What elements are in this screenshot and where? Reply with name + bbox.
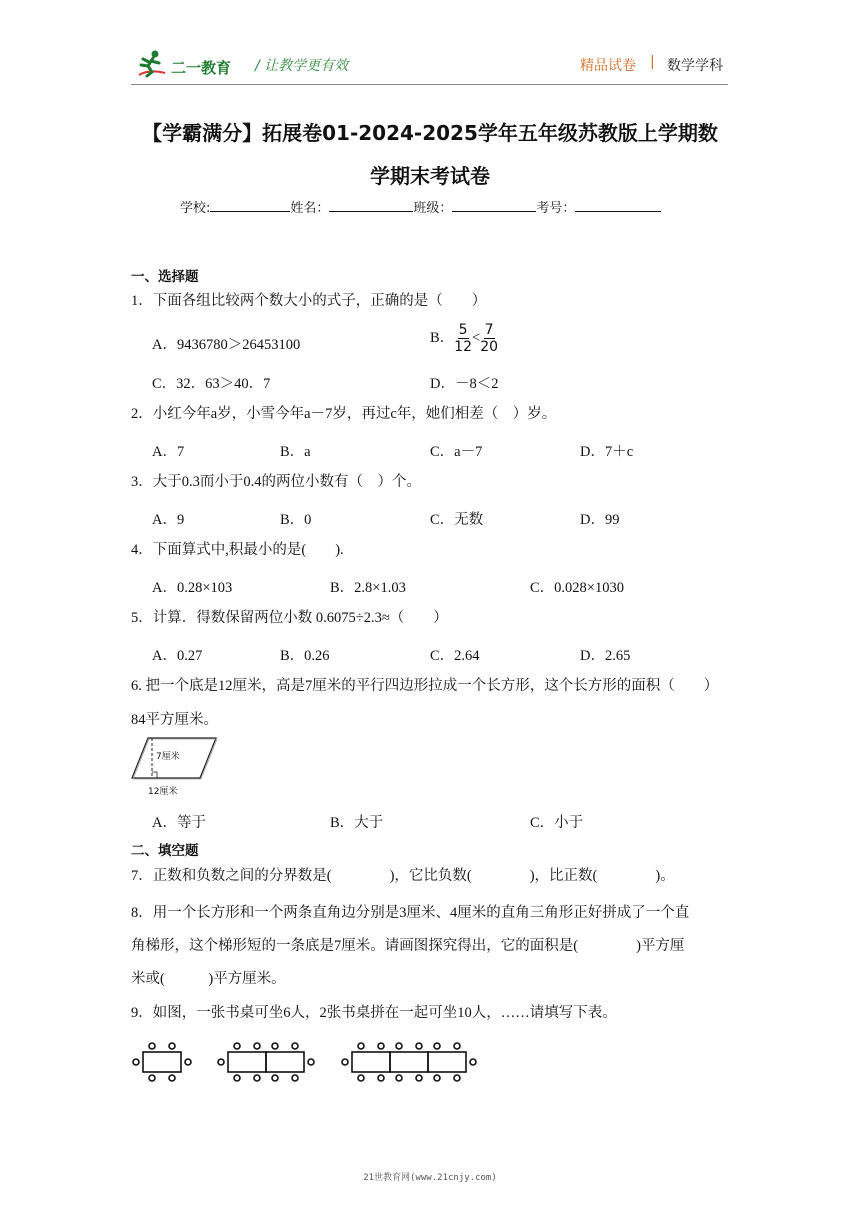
question-8: 8．用一个长方形和一个两条直角边分别是3厘米、4厘米的直角三角形正好拼成了一个直	[131, 905, 690, 921]
fraction	[454, 322, 472, 355]
class-label: 班级：	[413, 201, 453, 216]
school-label: 学校:	[180, 201, 211, 216]
figure-height-label: 7厘米	[156, 752, 180, 762]
logo-runner-icon	[135, 49, 169, 79]
slogan: / 让教学更有效	[255, 58, 349, 74]
question-8-line3: 米或( )平方厘米。	[131, 971, 286, 987]
premium-tag: 精品试卷	[580, 58, 636, 74]
question-3: 3．大于0.3而小于0.4的两位小数有（ ）个。	[131, 474, 421, 490]
q3-option-a[interactable]: A．9	[152, 512, 185, 528]
q1-option-d[interactable]: D．－8＜2	[430, 376, 499, 392]
parallelogram-figure	[130, 734, 220, 800]
page-title-line2: 学期末考试卷	[370, 164, 490, 188]
question-5: 5．计算．得数保留两位小数 0.6075÷2.3≈（ ）	[131, 610, 448, 626]
q3-option-b[interactable]: B．0	[280, 512, 312, 528]
student-info-row	[180, 197, 661, 219]
number-label: 考号：	[536, 201, 576, 216]
q6-option-b[interactable]: B．大于	[330, 815, 384, 831]
header-separator: |	[650, 54, 655, 70]
page-footer: 21世教育网(www.21cnjy.com)	[363, 1173, 497, 1183]
q2-option-c[interactable]: C．a－7	[430, 444, 483, 460]
number-field[interactable]	[575, 197, 661, 212]
header-divider	[131, 84, 728, 85]
page-title: 【学霸满分】拓展卷01-2024-2025学年五年级苏教版上学期数	[142, 121, 718, 145]
question-4: 4．下面算式中,积最小的是( ).	[131, 542, 344, 558]
q4-option-b[interactable]: B．2.8×1.03	[330, 580, 406, 596]
name-field[interactable]	[329, 197, 413, 212]
desk-seating-figure	[130, 1040, 480, 1084]
logo-text: 二一教育	[171, 60, 232, 77]
question-6: 6. 把一个底是12厘米，高是7厘米的平行四边形拉成一个长方形，这个长方形的面积（ ）	[131, 678, 719, 694]
section-title: 一、选择题	[131, 269, 199, 285]
question-8-line2: 角梯形，这个梯形短的一条底是7厘米。请画图探究得出，它的面积是( )平方厘	[131, 938, 685, 954]
subject-label: 数学学科	[667, 58, 723, 74]
q1-option-c[interactable]: C．32．63＞40．7	[152, 376, 271, 392]
q4-option-a[interactable]: A．0.28×103	[152, 580, 233, 596]
q6-option-a[interactable]: A．等于	[152, 815, 206, 831]
q5-option-d[interactable]: D．2.65	[580, 648, 631, 664]
numerator: 7	[484, 322, 494, 338]
q1-option-b[interactable]	[430, 322, 498, 355]
q6-option-c[interactable]: C．小于	[530, 815, 584, 831]
figure-base-label: 12厘米	[148, 787, 178, 797]
q3-option-d[interactable]: D．99	[580, 512, 620, 528]
question-6-line2: 84平方厘米。	[131, 712, 218, 728]
fraction	[480, 322, 498, 355]
question-9: 9．如图，一张书桌可坐6人，2张书桌拼在一起可坐10人，……请填写下表。	[131, 1005, 617, 1021]
q5-option-a[interactable]: A．0.27	[152, 648, 203, 664]
denominator: 12	[454, 339, 472, 355]
q2-option-a[interactable]: A．7	[152, 444, 185, 460]
section-title: 二、填空题	[131, 843, 199, 859]
question-2: 2．小红今年a岁，小雪今年a－7岁，再过c年，她们相差（ ）岁。	[131, 406, 557, 422]
three-desks-diagram	[342, 1043, 476, 1081]
denominator: 20	[480, 339, 499, 355]
question-1: 1．下面各组比较两个数大小的式子，正确的是（ ）	[131, 293, 487, 309]
q2-option-b[interactable]: B．a	[280, 444, 311, 460]
question-7: 7．正数和负数之间的分界数是( )，它比负数( )，比正数( )。	[131, 868, 675, 884]
q1-option-b-label: B．	[430, 329, 455, 346]
one-desk-diagram	[133, 1043, 191, 1081]
q1-option-a[interactable]: A．9436780＞26453100	[152, 337, 301, 353]
q2-option-d[interactable]: D．7＋c	[580, 444, 634, 460]
q3-option-c[interactable]: C．无数	[430, 512, 484, 528]
header	[131, 46, 731, 82]
q5-option-c[interactable]: C．2.64	[430, 648, 480, 664]
q5-option-b[interactable]: B．0.26	[280, 648, 330, 664]
school-field[interactable]	[210, 197, 290, 212]
q4-option-c[interactable]: C．0.028×1030	[530, 580, 624, 596]
two-desks-diagram	[218, 1043, 314, 1081]
less-than-sign: <	[472, 330, 481, 346]
class-field[interactable]	[452, 197, 536, 212]
numerator: 5	[458, 322, 468, 338]
name-label: 姓名：	[290, 201, 330, 216]
